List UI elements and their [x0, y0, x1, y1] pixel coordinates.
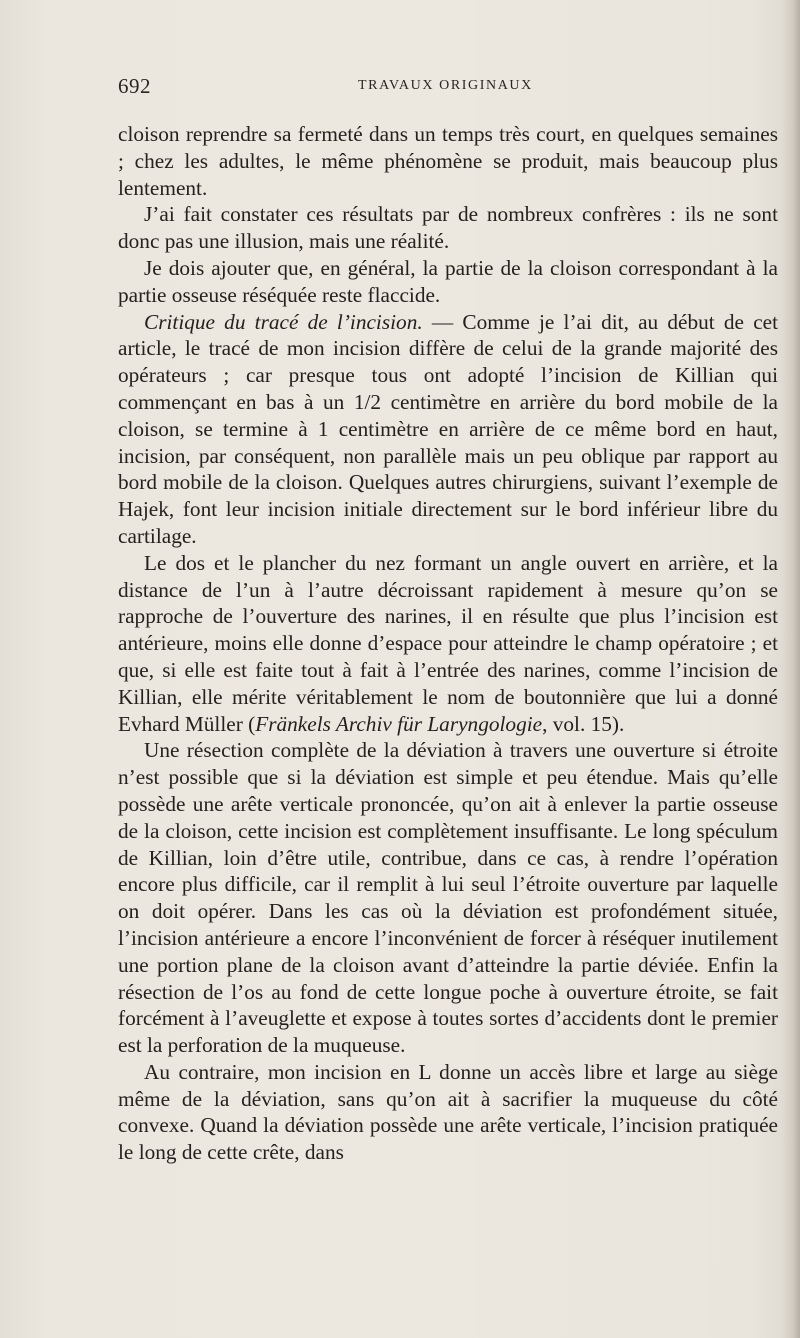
paragraph-text: Je dois ajouter que, en général, la partie de la cloison correspondant à la partie osseuse réséquée reste flaccide.	[118, 255, 778, 307]
citation-title: Fränkels Archiv für Laryngologie	[255, 711, 543, 736]
paragraph	[118, 201, 778, 255]
paragraph-text: — Comme je l’ai dit, au début de cet article, le tracé de mon incision diffère de celui de la grande majorité des opérateurs ; car presque tous ont adopté l’incision de Killian qui commençant en bas à un 1/2 centimètre en arrière du bord mobile de la cloison, se termine à 1 centimètre en arrière de ce même bord en haut, incision, par conséquent, non parallèle mais un peu oblique par rapport au bord mobile de la cloison. Quelques autres chirurgiens, suivant l’exemple de Hajek, font leur incision initiale directement sur le bord inférieur libre du cartilage.	[118, 309, 779, 548]
paragraph	[118, 737, 778, 1059]
paragraph	[118, 309, 778, 550]
citation-volume: , vol. 15).	[542, 711, 625, 736]
paragraph-text: J’ai fait constater ces résultats par de nombreux confrères : ils ne sont donc pas une illusion, mais une réalité.	[118, 202, 778, 254]
paragraph-text: Au contraire, mon incision en L donne un accès libre et large au siège même de la déviation, sans qu’on ait à sacrifier la muqueuse du côté convexe. Quand la déviation possède une arête verticale, l’incision pratiquée le long de cette crête, dans	[118, 1059, 778, 1165]
page-header	[118, 74, 778, 104]
paragraph	[118, 121, 778, 201]
paragraph	[118, 255, 778, 309]
paragraph-text: Une résection complète de la déviation à travers une ouverture si étroite n’est possible que si la déviation est simple et peu étendue. Mais qu’elle possède une arête verticale prononcée, qu’on ait à enlever la partie osseuse de la cloison, cette incision est complètement insuffisante. Le long spéculum de Killian, loin d’être utile, contribue, dans ce cas, à rendre l’opération encore plus difficile, car il remplit à lui seul l’étroite ouverture par laquelle on doit opérer. Dans les cas où la déviation est profondément située, l’incision antérieure a encore l’inconvénient de forcer à réséquer inutilement une portion plane de la cloison avant d’atteindre la partie déviée. Enfin la résection de l’os au fond de cette longue poche à ouverture étroite, se fait forcément à l’aveuglette et expose à toutes sortes d’accidents dont le premier est la perforation de la muqueuse.	[118, 738, 778, 1058]
paragraph	[118, 550, 778, 738]
paragraph-text: cloison reprendre sa fermeté dans un temps très court, en quelques semaines ; chez les adultes, le même phénomène se produit, mais beaucoup plus lentement.	[118, 122, 778, 200]
section-heading-italic: Critique du tracé de l’incision.	[144, 309, 423, 334]
paragraph	[118, 1059, 778, 1166]
body-text	[118, 121, 778, 1166]
paragraph-text: Le dos et le plancher du nez formant un angle ouvert en arrière, et la distance de l’un à l’autre décroissant rapidement à mesure qu’on se rapproche de l’ouverture des narines, il en résulte que plus l’incision est antérieure, moins elle donne d’espace pour atteindre le champ opératoire ; et que, si elle est faite tout à fait à l’entrée des narines, comme l’incision de Killian, elle mérite véritablement le nom de boutonnière que lui a donné Evhard Müller (	[118, 550, 778, 736]
page-number: 692	[118, 74, 151, 98]
running-head: TRAVAUX ORIGINAUX	[358, 78, 533, 93]
page-edge-shadow	[782, 0, 800, 1338]
